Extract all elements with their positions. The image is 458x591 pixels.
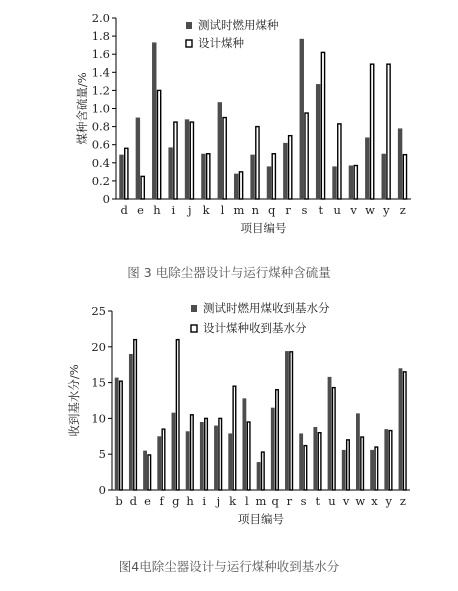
bar-outline-i	[174, 122, 177, 199]
bar-outline-t	[318, 433, 321, 490]
x-tick-label: d	[120, 203, 128, 217]
x-tick-label: n	[251, 203, 260, 217]
bar-outline-r	[289, 136, 292, 199]
bar-filled-l	[218, 102, 222, 199]
bar-filled-b	[115, 378, 119, 490]
x-tick-label: k	[202, 203, 210, 217]
bar-outline-g	[176, 340, 179, 490]
x-tick-label: t	[318, 203, 324, 217]
x-tick-label: w	[365, 203, 375, 217]
x-tick-label: e	[137, 203, 144, 217]
bar-outline-m	[262, 452, 265, 490]
y-tick-label: 15	[91, 375, 106, 390]
x-tick-label: y	[385, 494, 392, 508]
bar-filled-v	[349, 166, 353, 199]
bar-outline-n	[256, 127, 259, 199]
x-tick-label: h	[186, 494, 194, 508]
chart-moisture-content-svg	[0, 292, 458, 532]
x-tick-label: z	[399, 203, 406, 217]
bar-filled-g	[172, 413, 176, 490]
bar-outline-i	[205, 418, 208, 490]
bar-outline-d	[125, 148, 128, 199]
x-tick-label: m	[233, 203, 245, 217]
x-tick-label: q	[268, 203, 276, 217]
chart-sulfur-content-svg	[0, 0, 458, 258]
x-tick-label: v	[350, 203, 357, 217]
x-tick-label: l	[244, 494, 249, 508]
bar-outline-u	[338, 124, 341, 199]
y-tick-label: 0	[102, 192, 110, 206]
x-tick-label: t	[315, 494, 321, 508]
y-tick-label: 1.6	[91, 47, 110, 62]
bar-filled-w	[365, 137, 369, 199]
bar-filled-s	[300, 39, 304, 199]
bar-filled-d	[129, 354, 133, 490]
y-axis-title: 收到基水分/%	[67, 364, 81, 437]
x-tick-label: u	[333, 203, 341, 217]
bar-filled-j	[185, 119, 189, 199]
x-axis-title: 项目编号	[240, 221, 287, 235]
bar-outline-y	[389, 431, 392, 490]
x-tick-label: k	[229, 494, 237, 508]
bar-filled-q	[267, 166, 271, 199]
bar-outline-e	[141, 176, 144, 199]
y-tick-label: 1.0	[91, 101, 110, 116]
y-tick-label: 0.6	[91, 137, 110, 152]
x-axis-title: 项目编号	[238, 512, 284, 526]
x-tick-label: d	[129, 494, 137, 508]
bar-filled-i	[168, 147, 172, 199]
bar-filled-k	[228, 433, 232, 490]
bar-filled-u	[332, 166, 336, 199]
bar-filled-w	[356, 413, 360, 490]
x-tick-label: x	[371, 494, 378, 508]
x-tick-label: m	[255, 494, 267, 508]
bar-outline-q	[276, 390, 279, 490]
x-tick-label: s	[301, 203, 308, 217]
x-tick-label: b	[115, 494, 123, 508]
y-tick-label: 0	[98, 483, 106, 497]
x-tick-label: r	[286, 494, 293, 508]
bar-outline-w	[361, 437, 364, 490]
bar-filled-r	[285, 351, 289, 490]
chart-moisture-content	[0, 292, 458, 532]
x-tick-label: g	[172, 494, 180, 508]
bar-filled-q	[271, 408, 275, 490]
bar-outline-f	[162, 429, 165, 490]
x-tick-label: e	[144, 494, 151, 508]
bar-filled-f	[157, 436, 161, 490]
bar-outline-w	[371, 64, 374, 199]
y-tick-label: 5	[98, 447, 106, 462]
bar-outline-h	[191, 415, 194, 490]
bar-filled-j	[214, 426, 218, 490]
bar-outline-z	[403, 372, 406, 490]
figure-4-caption: 图4电除尘器设计与运行煤种收到基水分	[118, 559, 340, 574]
bar-outline-s	[305, 113, 308, 199]
y-axis-title: 煤种含硫量/%	[75, 72, 89, 145]
y-tick-label: 20	[91, 339, 106, 354]
bar-outline-k	[233, 386, 236, 490]
bar-outline-b	[120, 381, 123, 490]
bar-outline-v	[347, 440, 350, 490]
x-tick-label: y	[383, 203, 390, 217]
bar-outline-l	[247, 422, 250, 490]
x-tick-label: u	[328, 494, 336, 508]
bar-filled-y	[384, 429, 388, 490]
bar-filled-r	[283, 143, 287, 199]
legend-label: 设计煤种	[198, 36, 244, 50]
x-tick-label: w	[355, 494, 366, 508]
bar-filled-v	[342, 450, 346, 490]
legend-label: 测试时燃用煤种	[198, 18, 279, 32]
bar-filled-e	[143, 451, 147, 490]
y-tick-label: 1.8	[91, 29, 110, 44]
legend-label: 测试时燃用煤收到基水分	[203, 301, 330, 315]
bar-outline-v	[354, 166, 357, 199]
bar-outline-j	[219, 418, 222, 490]
bar-filled-t	[313, 427, 317, 490]
bar-outline-r	[290, 352, 293, 490]
bar-filled-y	[381, 154, 385, 199]
bar-filled-z	[398, 128, 402, 199]
x-tick-label: q	[271, 494, 279, 508]
bar-outline-t	[321, 52, 324, 199]
x-tick-label: i	[202, 494, 207, 508]
x-tick-label: l	[220, 203, 225, 217]
legend-label: 设计煤种收到基水分	[203, 321, 307, 335]
bar-outline-j	[190, 122, 193, 199]
y-tick-label: 10	[91, 411, 106, 426]
bar-filled-m	[234, 174, 238, 199]
x-tick-label: s	[300, 494, 307, 508]
bar-outline-z	[403, 155, 406, 199]
bar-filled-e	[136, 118, 140, 199]
y-tick-label: 2.0	[91, 11, 110, 25]
bar-outline-l	[223, 118, 226, 199]
bar-outline-x	[375, 447, 378, 490]
y-tick-label: 1.4	[91, 65, 110, 80]
bar-outline-y	[387, 64, 390, 199]
x-tick-label: f	[159, 494, 164, 508]
bar-outline-u	[332, 388, 335, 490]
x-tick-label: v	[342, 494, 350, 508]
legend-swatch-filled	[186, 22, 192, 29]
bar-filled-m	[257, 462, 261, 490]
x-tick-label: z	[399, 494, 406, 508]
x-tick-label: j	[187, 203, 192, 217]
bar-filled-l	[242, 398, 246, 490]
bar-outline-m	[239, 172, 242, 199]
bar-outline-q	[272, 154, 275, 199]
bar-filled-t	[316, 84, 320, 199]
legend-swatch-filled	[191, 305, 197, 312]
bar-filled-x	[370, 450, 374, 490]
figure-3-caption: 图 3 电除尘器设计与运行煤种含硫量	[127, 265, 331, 280]
bar-filled-h	[186, 431, 190, 490]
bar-outline-k	[207, 154, 210, 199]
x-tick-label: j	[216, 494, 221, 508]
bar-filled-s	[299, 433, 303, 490]
y-tick-label: 0.2	[91, 173, 110, 188]
bar-outline-h	[157, 90, 160, 199]
bar-outline-d	[134, 340, 137, 490]
legend-swatch-outline	[191, 325, 197, 332]
chart-sulfur-content	[0, 0, 458, 258]
y-tick-label: 0.4	[91, 155, 110, 170]
bar-outline-s	[304, 446, 307, 490]
bar-outline-e	[148, 455, 151, 490]
x-tick-label: i	[171, 203, 176, 217]
bar-filled-d	[119, 155, 123, 199]
bar-filled-k	[201, 154, 205, 199]
x-tick-label: h	[153, 203, 161, 217]
bar-filled-z	[399, 368, 403, 490]
legend-swatch-outline	[186, 40, 192, 47]
x-tick-label: r	[285, 203, 291, 217]
y-tick-label: 0.8	[91, 119, 110, 134]
y-tick-label: 1.2	[91, 83, 110, 98]
y-tick-label: 25	[91, 304, 106, 318]
bar-filled-h	[152, 42, 156, 199]
bar-filled-i	[200, 422, 204, 490]
bar-filled-n	[250, 155, 254, 199]
bar-filled-u	[328, 377, 332, 490]
